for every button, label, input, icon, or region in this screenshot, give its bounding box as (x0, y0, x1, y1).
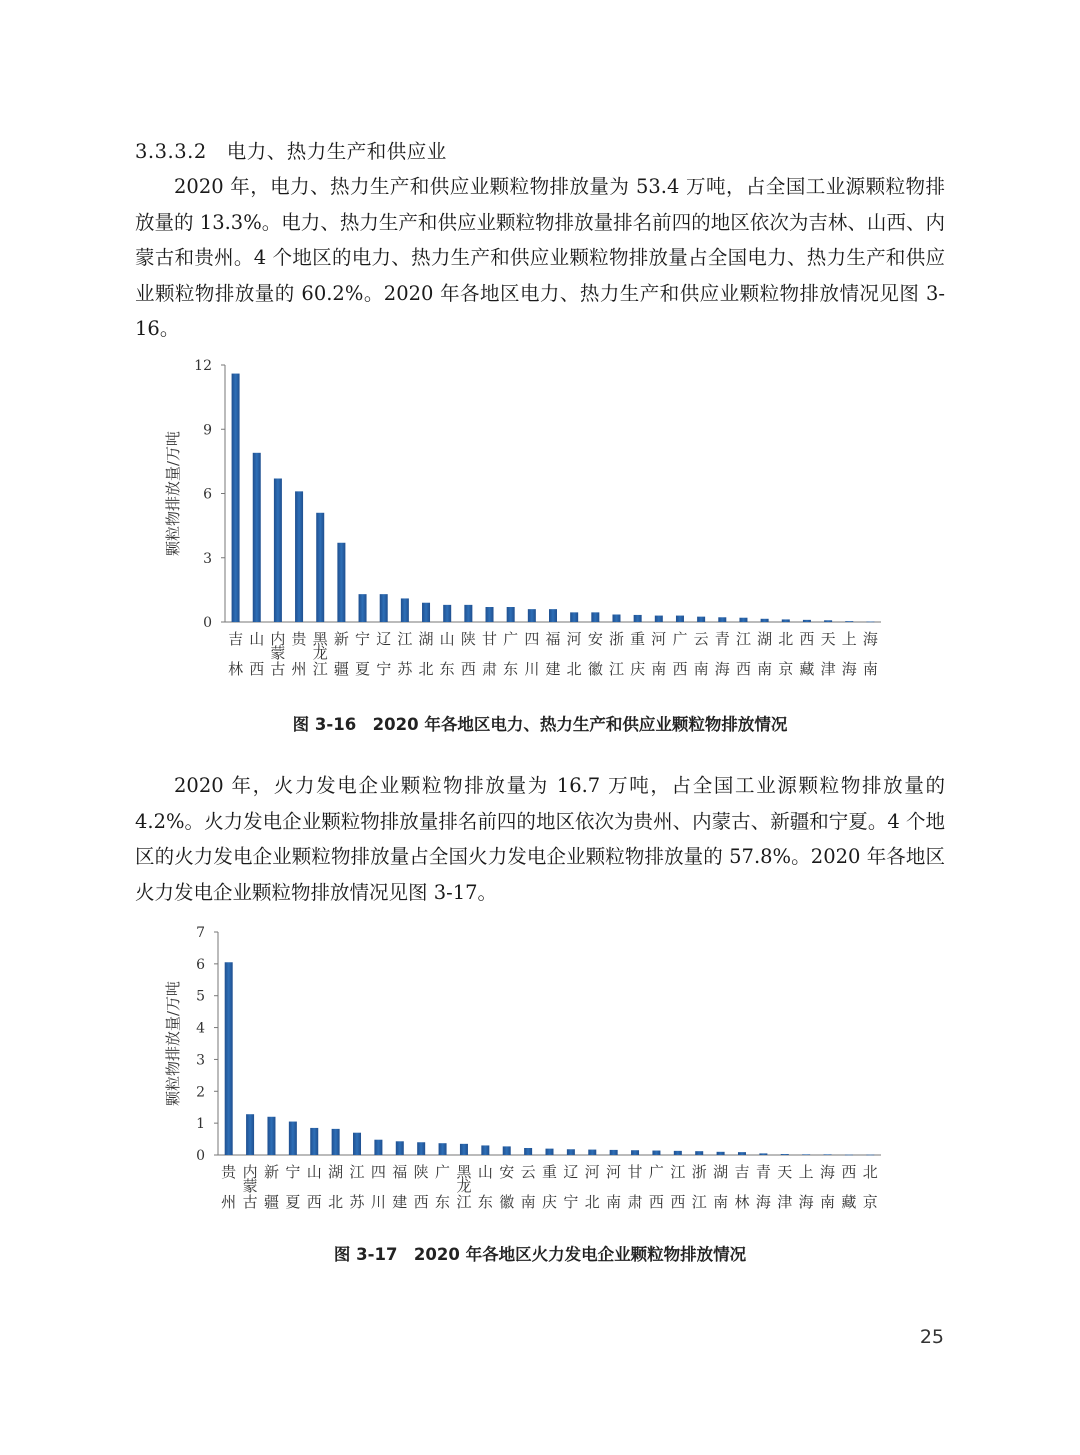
x-tick-label: 山东 (477, 1163, 493, 1211)
x-tick-label: 安徽 (499, 1163, 515, 1211)
bar (655, 616, 663, 622)
x-tick-label: 北京 (778, 630, 794, 678)
x-tick-label: 内蒙古 (242, 1163, 258, 1211)
x-tick-label: 贵州 (291, 630, 307, 678)
x-tick-label: 贵州 (221, 1163, 237, 1211)
bar (481, 1145, 489, 1155)
x-tick-label: 陕西 (413, 1163, 429, 1211)
bar (591, 612, 599, 622)
bar (570, 612, 578, 622)
x-tick-label: 湖北 (328, 1163, 344, 1211)
bar (866, 622, 874, 623)
x-tick-label: 广西 (648, 1163, 664, 1211)
x-tick-label: 福建 (545, 630, 561, 678)
figure-caption-3-16: 图 3-16 2020 年各地区电力、热力生产和供应业颗粒物排放情况 (292, 715, 788, 734)
bar (486, 607, 494, 622)
bar-chart-3-16 (0, 340, 1080, 700)
bar (310, 1128, 318, 1155)
y-tick-label: 5 (196, 988, 205, 1005)
x-tick-label: 广东 (503, 630, 519, 678)
bar (610, 1150, 618, 1155)
x-tick-label: 湖南 (757, 630, 773, 678)
y-tick-label: 7 (196, 925, 205, 941)
x-tick-label: 云南 (520, 1163, 536, 1211)
bar (631, 1150, 639, 1155)
x-tick-label: 河南 (651, 630, 667, 678)
paragraph-1-text: 2020 年，电力、热力生产和供应业颗粒物排放量为 53.4 万吨，占全国工业源颗粒物排放量的 13.3%。电力、热力生产和供应业颗粒物排放量排名前四的地区依次为吉林、山西、内蒙古和贵州。4 个地区的电力、热力生产和供应业颗粒物排放量占全国电力、热力生产和供应业颗粒物排放量的 60.2%。2020 年各地区电力、热力生产和供应业颗粒物排放情况见图 3-16。 (135, 175, 945, 340)
x-tick-label: 黑龙江 (312, 630, 328, 678)
x-tick-label: 上海 (841, 630, 857, 678)
x-tick-label: 江西 (735, 630, 751, 678)
x-tick-label: 江西 (670, 1163, 686, 1211)
bar (634, 615, 642, 622)
x-tick-label: 辽宁 (563, 1163, 579, 1211)
x-tick-label: 辽宁 (376, 630, 392, 678)
bar (401, 598, 409, 622)
bar (507, 607, 515, 622)
y-tick-label: 9 (203, 422, 212, 439)
x-tick-label: 湖南 (713, 1163, 729, 1211)
bar (289, 1122, 297, 1155)
bar (295, 491, 303, 622)
bar (866, 1155, 874, 1156)
bar-chart-3-17 (0, 915, 1080, 1225)
bar (374, 1140, 382, 1155)
bar (697, 617, 705, 622)
y-tick-label: 6 (203, 486, 212, 503)
bar (396, 1141, 404, 1155)
x-tick-label: 黑龙江 (456, 1163, 472, 1211)
figure-caption-3-17: 图 3-17 2020 年各地区火力发电企业颗粒物排放情况 (333, 1245, 747, 1264)
bar (695, 1151, 703, 1155)
y-axis-label: 颗粒物排放量/万吨 (164, 980, 182, 1107)
bar (718, 617, 726, 622)
bar (359, 594, 367, 622)
x-tick-label: 江苏 (397, 630, 413, 678)
y-tick-label: 12 (194, 358, 212, 374)
x-tick-label: 新疆 (263, 1163, 279, 1211)
x-tick-label: 上海 (798, 1163, 814, 1211)
bar (824, 620, 832, 622)
x-tick-label: 海南 (820, 1163, 836, 1211)
x-tick-label: 甘肃 (482, 630, 498, 678)
x-tick-label: 河北 (584, 1163, 600, 1211)
x-tick-label: 安徽 (587, 630, 603, 678)
x-tick-label: 广东 (435, 1163, 451, 1211)
bar (225, 962, 233, 1155)
x-tick-label: 浙江 (691, 1163, 707, 1211)
bar (781, 1154, 789, 1155)
bar (232, 374, 240, 622)
bar (652, 1151, 660, 1155)
x-tick-label: 青海 (714, 630, 730, 678)
x-tick-label: 重庆 (541, 1163, 558, 1211)
bar (417, 1142, 425, 1155)
x-tick-label: 重庆 (630, 630, 646, 678)
x-tick-label: 河北 (566, 630, 582, 678)
x-tick-label: 浙江 (608, 630, 624, 678)
y-tick-label: 1 (196, 1116, 205, 1133)
page-number: 25 (919, 1326, 944, 1348)
paragraph-2 (135, 768, 945, 910)
bar (316, 513, 324, 622)
bar (782, 619, 790, 622)
x-tick-label: 陕西 (460, 630, 476, 678)
bar (588, 1150, 596, 1155)
y-tick-label: 3 (203, 550, 212, 567)
bar (337, 543, 345, 622)
x-tick-label: 内蒙古 (270, 630, 286, 678)
y-tick-label: 4 (196, 1020, 205, 1037)
section-heading: 3.3.3.2 电力、热力生产和供应业 (135, 140, 447, 163)
x-tick-label: 山西 (249, 630, 265, 678)
bar (803, 620, 811, 622)
x-tick-label: 西藏 (841, 1163, 857, 1211)
bar (253, 453, 261, 622)
bar (422, 603, 430, 622)
y-tick-label: 0 (196, 1148, 205, 1164)
x-tick-label: 西藏 (799, 630, 815, 678)
bar (738, 1152, 746, 1155)
bar (528, 609, 536, 622)
bar (439, 1143, 447, 1155)
bar (503, 1146, 511, 1155)
y-tick-label: 6 (196, 956, 205, 973)
bar (676, 616, 684, 622)
x-tick-label: 海南 (862, 630, 878, 678)
x-tick-label: 吉林 (228, 630, 244, 678)
x-tick-label: 山东 (439, 630, 455, 678)
y-tick-label: 3 (196, 1052, 205, 1069)
y-tick-label: 0 (203, 615, 212, 631)
bar (546, 1149, 554, 1155)
x-tick-label: 天津 (820, 630, 836, 678)
x-tick-label: 四川 (370, 1163, 386, 1211)
x-tick-label: 甘肃 (627, 1163, 643, 1211)
paragraph-1 (135, 169, 945, 347)
x-tick-label: 新疆 (333, 630, 349, 678)
bar (759, 1153, 767, 1155)
bar (274, 479, 282, 622)
x-tick-label: 宁夏 (355, 630, 371, 678)
bar (380, 594, 388, 622)
bar (717, 1152, 725, 1155)
y-tick-label: 2 (196, 1084, 205, 1101)
bar (267, 1117, 275, 1155)
bar (464, 605, 472, 622)
x-tick-label: 山西 (306, 1163, 322, 1211)
x-tick-label: 广西 (672, 630, 688, 678)
bar (824, 1154, 832, 1155)
bar (761, 619, 769, 622)
x-tick-label: 河南 (606, 1163, 622, 1211)
bar (332, 1129, 340, 1155)
x-tick-label: 福建 (392, 1163, 408, 1211)
paragraph-2-text: 2020 年，火力发电企业颗粒物排放量为 16.7 万吨，占全国工业源颗粒物排放量的 4.2%。火力发电企业颗粒物排放量排名前四的地区依次为贵州、内蒙古、新疆和宁夏。4 个地区的火力发电企业颗粒物排放量占全国火力发电企业颗粒物排放量的 57.8%。2020 年各地区火力发电企业颗粒物排放情况见图 3-17。 (135, 774, 945, 904)
bar (845, 621, 853, 622)
x-tick-label: 天津 (777, 1163, 793, 1211)
bar (802, 1154, 810, 1155)
bar (549, 609, 557, 622)
x-tick-label: 四川 (524, 630, 540, 678)
x-tick-label: 湖北 (418, 630, 434, 678)
bar (845, 1155, 853, 1156)
x-tick-label: 宁夏 (285, 1163, 301, 1211)
bar (246, 1114, 254, 1155)
bar (353, 1133, 361, 1155)
bar (460, 1144, 468, 1155)
x-tick-label: 北京 (862, 1163, 878, 1211)
x-tick-label: 青海 (755, 1163, 771, 1211)
x-tick-label: 云南 (693, 630, 709, 678)
bar (739, 618, 747, 622)
bar (524, 1148, 532, 1155)
x-tick-label: 江苏 (349, 1163, 365, 1211)
bar (674, 1151, 682, 1155)
bar (567, 1149, 575, 1155)
bar (443, 605, 451, 622)
bar (612, 615, 620, 622)
x-tick-label: 吉林 (734, 1163, 750, 1211)
y-axis-label: 颗粒物排放量/万吨 (164, 430, 182, 557)
